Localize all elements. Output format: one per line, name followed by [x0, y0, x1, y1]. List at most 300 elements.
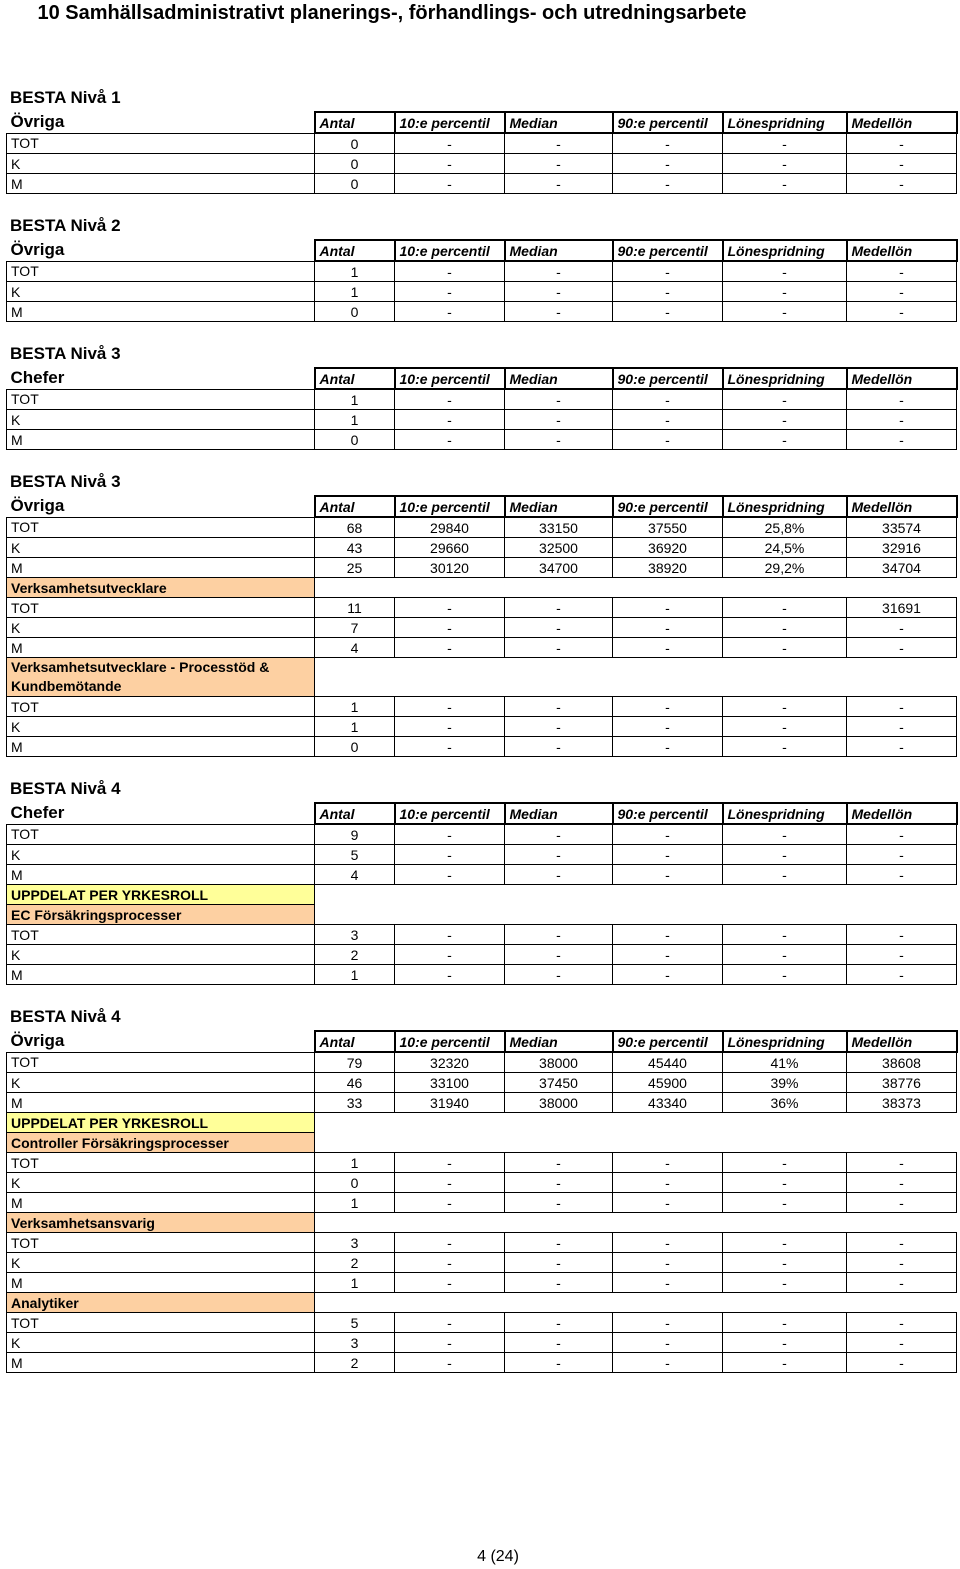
- column-header: Medellön: [847, 496, 957, 517]
- column-header: 90:e percentil: [613, 368, 723, 389]
- value-cell: 0: [315, 174, 395, 194]
- value-cell: -: [505, 261, 613, 282]
- row-category-cell: K: [7, 410, 315, 430]
- column-header: 10:e percentil: [395, 240, 505, 261]
- value-cell: 3: [315, 1333, 395, 1353]
- besta-section: [0, 776, 960, 985]
- value-cell: -: [395, 410, 505, 430]
- value-cell: -: [613, 865, 723, 885]
- value-cell: -: [613, 1333, 723, 1353]
- besta-level-title: BESTA Nivå 3: [10, 344, 121, 363]
- column-header: Median: [505, 240, 613, 261]
- value-cell: -: [847, 261, 957, 282]
- role-subheading: Analytiker: [7, 1293, 315, 1313]
- value-cell: -: [395, 697, 505, 717]
- row-category-cell: K: [7, 1253, 315, 1273]
- table-header-row: [7, 496, 957, 517]
- table-row: [7, 1333, 957, 1353]
- value-cell: 3: [315, 1233, 395, 1253]
- table-row: [7, 925, 957, 945]
- salary-table: [6, 802, 958, 985]
- value-cell: -: [723, 717, 847, 737]
- table-row: [7, 717, 957, 737]
- besta-level-title: BESTA Nivå 4: [10, 779, 121, 798]
- value-cell: -: [613, 1273, 723, 1293]
- value-cell: -: [613, 302, 723, 322]
- value-cell: -: [613, 430, 723, 450]
- value-cell: -: [847, 282, 957, 302]
- value-cell: 1: [315, 1153, 395, 1173]
- value-cell: -: [723, 430, 847, 450]
- value-cell: -: [613, 1353, 723, 1373]
- value-cell: -: [723, 1173, 847, 1193]
- value-cell: 1: [315, 1193, 395, 1213]
- value-cell: -: [847, 1333, 957, 1353]
- value-cell: -: [847, 1253, 957, 1273]
- value-cell: -: [723, 133, 847, 154]
- table-header-row: [7, 803, 957, 824]
- row-category-cell: K: [7, 845, 315, 865]
- table-row: [7, 154, 957, 174]
- column-header: 90:e percentil: [613, 1031, 723, 1052]
- table-row: [7, 410, 957, 430]
- value-cell: -: [847, 154, 957, 174]
- value-cell: -: [847, 1153, 957, 1173]
- value-cell: 33150: [505, 517, 613, 538]
- table-row: [7, 282, 957, 302]
- table-row: [7, 1073, 957, 1093]
- blank-cell: [315, 578, 957, 598]
- page-number: 4 (24): [477, 1548, 519, 1565]
- table-row: [7, 389, 957, 410]
- value-cell: 25,8%: [723, 517, 847, 538]
- row-category-cell: TOT: [7, 1153, 315, 1173]
- row-category-cell: TOT: [7, 517, 315, 538]
- column-header: 90:e percentil: [613, 112, 723, 133]
- blank-cell: [315, 1213, 957, 1233]
- value-cell: -: [847, 1353, 957, 1373]
- value-cell: 33574: [847, 517, 957, 538]
- value-cell: 1: [315, 410, 395, 430]
- value-cell: 25: [315, 558, 395, 578]
- row-category-cell: M: [7, 430, 315, 450]
- value-cell: -: [847, 1313, 957, 1333]
- blank-cell: [315, 658, 957, 697]
- value-cell: 5: [315, 845, 395, 865]
- column-header: Median: [505, 368, 613, 389]
- value-cell: 1: [315, 697, 395, 717]
- value-cell: 46: [315, 1073, 395, 1093]
- table-row: [7, 1093, 957, 1113]
- value-cell: 2: [315, 945, 395, 965]
- table-row: [7, 261, 957, 282]
- value-cell: -: [847, 737, 957, 757]
- value-cell: -: [723, 1353, 847, 1373]
- role-subheading-row: [7, 885, 957, 905]
- value-cell: -: [395, 133, 505, 154]
- row-category-cell: K: [7, 538, 315, 558]
- table-row: [7, 737, 957, 757]
- row-category-cell: TOT: [7, 824, 315, 845]
- column-header: Median: [505, 1031, 613, 1052]
- role-subheading: EC Försäkringsprocesser: [7, 905, 315, 925]
- value-cell: -: [723, 965, 847, 985]
- value-cell: -: [505, 697, 613, 717]
- besta-section: [0, 85, 960, 194]
- value-cell: -: [723, 261, 847, 282]
- value-cell: 32500: [505, 538, 613, 558]
- value-cell: -: [395, 261, 505, 282]
- value-cell: -: [847, 133, 957, 154]
- column-header: 10:e percentil: [395, 112, 505, 133]
- table-row: [7, 558, 957, 578]
- value-cell: 29660: [395, 538, 505, 558]
- value-cell: -: [395, 598, 505, 618]
- column-header: Antal: [315, 112, 395, 133]
- value-cell: -: [847, 1273, 957, 1293]
- value-cell: -: [723, 824, 847, 845]
- column-header: Antal: [315, 1031, 395, 1052]
- column-header: Antal: [315, 368, 395, 389]
- value-cell: -: [613, 1313, 723, 1333]
- value-cell: 38373: [847, 1093, 957, 1113]
- salary-statistics-sections: [0, 85, 960, 1392]
- page-title: 10 Samhällsadministrativt planerings-, förhandlings- och utredningsarbete: [37, 2, 747, 24]
- column-header: 10:e percentil: [395, 803, 505, 824]
- value-cell: 0: [315, 154, 395, 174]
- role-subheading: Controller Försäkringsprocesser: [7, 1133, 315, 1153]
- value-cell: -: [723, 1333, 847, 1353]
- besta-section: [0, 341, 960, 450]
- value-cell: -: [723, 154, 847, 174]
- value-cell: 33100: [395, 1073, 505, 1093]
- value-cell: -: [505, 154, 613, 174]
- value-cell: -: [395, 1233, 505, 1253]
- value-cell: -: [723, 638, 847, 658]
- value-cell: -: [395, 1253, 505, 1273]
- value-cell: 3: [315, 925, 395, 945]
- value-cell: -: [505, 598, 613, 618]
- row-category-cell: TOT: [7, 1052, 315, 1073]
- value-cell: -: [395, 945, 505, 965]
- value-cell: -: [505, 1273, 613, 1293]
- column-header: Antal: [315, 240, 395, 261]
- role-subheading-row: [7, 1113, 957, 1133]
- value-cell: -: [613, 154, 723, 174]
- employee-group-label: Övriga: [10, 496, 65, 516]
- value-cell: -: [505, 1153, 613, 1173]
- row-category-cell: M: [7, 1353, 315, 1373]
- column-header: 10:e percentil: [395, 496, 505, 517]
- value-cell: -: [505, 1313, 613, 1333]
- table-row: [7, 965, 957, 985]
- value-cell: -: [395, 154, 505, 174]
- value-cell: -: [505, 618, 613, 638]
- value-cell: 1: [315, 717, 395, 737]
- value-cell: -: [395, 282, 505, 302]
- value-cell: -: [613, 824, 723, 845]
- value-cell: -: [395, 965, 505, 985]
- row-category-cell: M: [7, 737, 315, 757]
- value-cell: -: [395, 638, 505, 658]
- besta-level-title: BESTA Nivå 3: [10, 472, 121, 491]
- blank-cell: [315, 1133, 957, 1153]
- value-cell: 1: [315, 965, 395, 985]
- value-cell: 29,2%: [723, 558, 847, 578]
- value-cell: -: [395, 1273, 505, 1293]
- row-category-cell: TOT: [7, 697, 315, 717]
- row-category-cell: M: [7, 638, 315, 658]
- row-category-cell: M: [7, 1273, 315, 1293]
- row-category-cell: M: [7, 174, 315, 194]
- column-header: Lönespridning: [723, 368, 847, 389]
- value-cell: -: [395, 430, 505, 450]
- value-cell: -: [723, 1273, 847, 1293]
- value-cell: 31940: [395, 1093, 505, 1113]
- column-header: 90:e percentil: [613, 496, 723, 517]
- table-row: [7, 1233, 957, 1253]
- employee-group-label: Övriga: [10, 240, 65, 260]
- value-cell: 11: [315, 598, 395, 618]
- value-cell: 4: [315, 865, 395, 885]
- value-cell: -: [395, 737, 505, 757]
- column-header: Medellön: [847, 112, 957, 133]
- value-cell: -: [723, 1193, 847, 1213]
- besta-section: [0, 469, 960, 757]
- value-cell: -: [613, 174, 723, 194]
- value-cell: 1: [315, 1273, 395, 1293]
- row-category-cell: M: [7, 1093, 315, 1113]
- besta-level-title: BESTA Nivå 2: [10, 216, 121, 235]
- value-cell: 0: [315, 1173, 395, 1193]
- table-header-row: [7, 240, 957, 261]
- value-cell: -: [505, 965, 613, 985]
- value-cell: -: [723, 945, 847, 965]
- column-header: Medellön: [847, 240, 957, 261]
- value-cell: -: [505, 1333, 613, 1353]
- role-subheading: Verksamhetsutvecklare - Processtöd & Kundbemötande: [7, 658, 315, 697]
- value-cell: -: [723, 1253, 847, 1273]
- table-row: [7, 598, 957, 618]
- role-subheading: UPPDELAT PER YRKESROLL: [7, 1113, 315, 1133]
- value-cell: 29840: [395, 517, 505, 538]
- value-cell: -: [613, 261, 723, 282]
- row-category-cell: M: [7, 302, 315, 322]
- table-row: [7, 1052, 957, 1073]
- value-cell: 5: [315, 1313, 395, 1333]
- value-cell: -: [847, 965, 957, 985]
- value-cell: -: [847, 638, 957, 658]
- role-subheading-row: [7, 1213, 957, 1233]
- row-category-cell: K: [7, 154, 315, 174]
- column-header: Medellön: [847, 1031, 957, 1052]
- value-cell: -: [613, 945, 723, 965]
- value-cell: -: [505, 638, 613, 658]
- value-cell: -: [723, 302, 847, 322]
- value-cell: -: [395, 174, 505, 194]
- value-cell: 0: [315, 302, 395, 322]
- salary-table: [6, 239, 958, 322]
- table-row: [7, 430, 957, 450]
- value-cell: -: [847, 618, 957, 638]
- value-cell: 4: [315, 638, 395, 658]
- value-cell: -: [613, 737, 723, 757]
- value-cell: -: [505, 717, 613, 737]
- value-cell: -: [723, 282, 847, 302]
- row-category-cell: K: [7, 945, 315, 965]
- role-subheading: Verksamhetsansvarig: [7, 1213, 315, 1233]
- value-cell: -: [505, 174, 613, 194]
- row-category-cell: K: [7, 618, 315, 638]
- value-cell: 38608: [847, 1052, 957, 1073]
- value-cell: -: [723, 410, 847, 430]
- table-row: [7, 618, 957, 638]
- role-subheading-row: [7, 905, 957, 925]
- value-cell: -: [613, 1233, 723, 1253]
- value-cell: -: [505, 845, 613, 865]
- value-cell: 32320: [395, 1052, 505, 1073]
- value-cell: 38000: [505, 1093, 613, 1113]
- column-header: Median: [505, 112, 613, 133]
- value-cell: 0: [315, 430, 395, 450]
- value-cell: 31691: [847, 598, 957, 618]
- value-cell: -: [395, 1193, 505, 1213]
- blank-cell: [315, 1293, 957, 1313]
- value-cell: -: [613, 1193, 723, 1213]
- row-category-cell: TOT: [7, 133, 315, 154]
- value-cell: -: [395, 1353, 505, 1373]
- table-row: [7, 1193, 957, 1213]
- value-cell: -: [395, 925, 505, 945]
- value-cell: -: [395, 1153, 505, 1173]
- row-category-cell: K: [7, 1173, 315, 1193]
- blank-cell: [315, 885, 957, 905]
- salary-table: [6, 111, 958, 194]
- value-cell: -: [505, 925, 613, 945]
- row-category-cell: M: [7, 865, 315, 885]
- row-category-cell: K: [7, 717, 315, 737]
- row-category-cell: TOT: [7, 598, 315, 618]
- value-cell: 79: [315, 1052, 395, 1073]
- table-row: [7, 1173, 957, 1193]
- row-category-cell: TOT: [7, 925, 315, 945]
- column-header: Lönespridning: [723, 803, 847, 824]
- row-category-cell: TOT: [7, 1233, 315, 1253]
- value-cell: -: [723, 598, 847, 618]
- table-row: [7, 824, 957, 845]
- table-row: [7, 638, 957, 658]
- value-cell: -: [505, 824, 613, 845]
- column-header: Antal: [315, 496, 395, 517]
- besta-section: [0, 1004, 960, 1373]
- value-cell: -: [847, 925, 957, 945]
- besta-level-title: BESTA Nivå 1: [10, 88, 121, 107]
- value-cell: -: [847, 1193, 957, 1213]
- table-row: [7, 1273, 957, 1293]
- value-cell: -: [613, 845, 723, 865]
- table-row: [7, 1153, 957, 1173]
- value-cell: -: [613, 598, 723, 618]
- value-cell: -: [505, 410, 613, 430]
- value-cell: -: [613, 389, 723, 410]
- column-header: Median: [505, 803, 613, 824]
- table-row: [7, 174, 957, 194]
- table-row: [7, 1253, 957, 1273]
- column-header: Lönespridning: [723, 496, 847, 517]
- table-row: [7, 517, 957, 538]
- value-cell: -: [723, 845, 847, 865]
- value-cell: -: [847, 174, 957, 194]
- column-header: 10:e percentil: [395, 1031, 505, 1052]
- value-cell: -: [505, 1193, 613, 1213]
- role-subheading-row: [7, 1293, 957, 1313]
- value-cell: 68: [315, 517, 395, 538]
- value-cell: -: [505, 430, 613, 450]
- value-cell: -: [613, 1253, 723, 1273]
- value-cell: -: [847, 1173, 957, 1193]
- value-cell: -: [505, 945, 613, 965]
- value-cell: -: [395, 1173, 505, 1193]
- table-row: [7, 1353, 957, 1373]
- column-header: Lönespridning: [723, 240, 847, 261]
- value-cell: -: [613, 410, 723, 430]
- table-row: [7, 1313, 957, 1333]
- besta-level-title: BESTA Nivå 4: [10, 1007, 121, 1026]
- value-cell: -: [723, 1313, 847, 1333]
- value-cell: 34704: [847, 558, 957, 578]
- value-cell: -: [613, 1173, 723, 1193]
- employee-group-label: Chefer: [10, 368, 65, 388]
- value-cell: -: [723, 697, 847, 717]
- column-header: Medellön: [847, 803, 957, 824]
- value-cell: -: [505, 1253, 613, 1273]
- value-cell: 38000: [505, 1052, 613, 1073]
- role-subheading-row: [7, 658, 957, 697]
- value-cell: 45440: [613, 1052, 723, 1073]
- row-category-cell: TOT: [7, 1313, 315, 1333]
- value-cell: -: [847, 824, 957, 845]
- value-cell: 37550: [613, 517, 723, 538]
- column-header: 90:e percentil: [613, 240, 723, 261]
- table-row: [7, 945, 957, 965]
- table-header-row: [7, 1031, 957, 1052]
- employee-group-label: Övriga: [10, 1031, 65, 1051]
- value-cell: -: [613, 638, 723, 658]
- table-row: [7, 845, 957, 865]
- value-cell: -: [613, 618, 723, 638]
- value-cell: 9: [315, 824, 395, 845]
- role-subheading-row: [7, 1133, 957, 1153]
- value-cell: -: [847, 410, 957, 430]
- value-cell: -: [505, 389, 613, 410]
- table-row: [7, 133, 957, 154]
- value-cell: 2: [315, 1253, 395, 1273]
- value-cell: 0: [315, 737, 395, 757]
- value-cell: -: [723, 737, 847, 757]
- row-category-cell: TOT: [7, 261, 315, 282]
- row-category-cell: M: [7, 965, 315, 985]
- column-header: Medellön: [847, 368, 957, 389]
- value-cell: -: [847, 945, 957, 965]
- salary-table: [6, 367, 958, 450]
- employee-group-label: Chefer: [10, 803, 65, 823]
- value-cell: -: [847, 430, 957, 450]
- value-cell: -: [505, 1353, 613, 1373]
- value-cell: 1: [315, 261, 395, 282]
- value-cell: -: [505, 302, 613, 322]
- value-cell: -: [395, 1313, 505, 1333]
- table-row: [7, 302, 957, 322]
